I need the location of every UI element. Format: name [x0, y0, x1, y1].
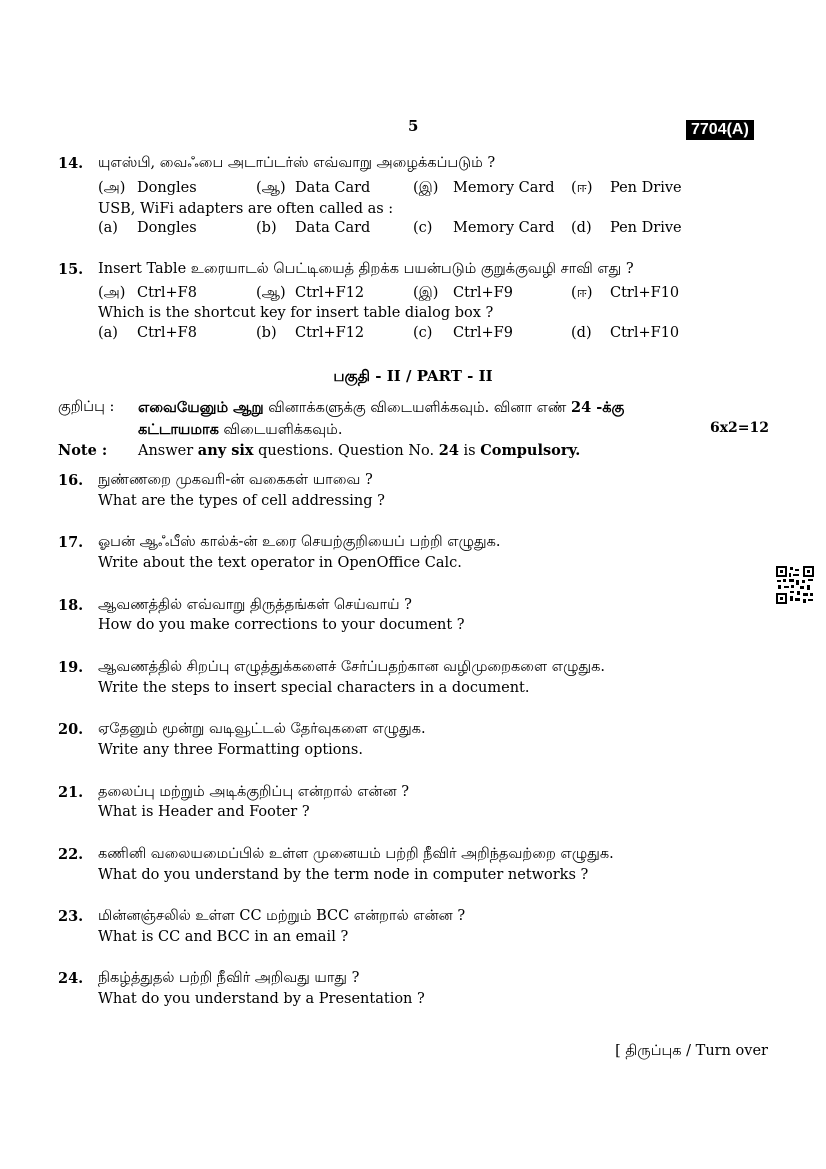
note-part: questions. Question No.: [253, 443, 439, 459]
question-english: What is Header and Footer ?: [98, 804, 310, 820]
option-label: (ஈ): [571, 180, 593, 196]
option-label: (d): [571, 325, 592, 341]
question-number: 20.: [58, 721, 84, 738]
question-english: Which is the shortcut key for insert table dialog box ?: [98, 305, 494, 321]
option-text: Dongles: [137, 220, 197, 236]
option-label: (d): [571, 220, 592, 236]
option-label: (c): [413, 325, 433, 341]
question-tamil: மின்னஞ்சலில் உள்ள CC மற்றும் BCC என்றால் என்ன ?: [98, 908, 466, 924]
question-tamil: தலைப்பு மற்றும் அடிக்குறிப்பு என்றால் என்ன ?: [98, 784, 410, 800]
paper-code-badge: 7704(A): [686, 120, 754, 140]
tamil-note-compulsory: கட்டாயமாக: [138, 421, 219, 438]
tamil-note-number: 24 -க்கு: [570, 399, 625, 416]
question-tamil: நுண்ணறை முகவரி-ன் வகைகள் யாவை ?: [98, 472, 373, 488]
option-label: (ஆ): [256, 180, 286, 196]
note-compulsory: Compulsory.: [480, 442, 581, 459]
option-label: (இ): [413, 285, 439, 301]
question-tamil: ஏதேனும் மூன்று வடிவூட்டல் தேர்வுகளை எழுதுக.: [98, 721, 426, 737]
option-label: (இ): [413, 180, 439, 196]
option-text: Pen Drive: [610, 180, 682, 196]
option-label: (ஈ): [571, 285, 593, 301]
note-text: [138, 442, 580, 459]
question-number: 21.: [58, 784, 84, 801]
option-text: Ctrl+F8: [137, 285, 197, 301]
option-label: (அ): [98, 285, 126, 301]
note-question-number: 24: [438, 442, 459, 459]
tamil-note-line2-rest: விடையளிக்கவும்.: [218, 422, 343, 438]
option-text: Ctrl+F9: [453, 285, 513, 301]
question-english: Write the steps to insert special characters in a document.: [98, 680, 530, 696]
note-label: Note :: [58, 442, 108, 459]
option-text: Data Card: [295, 220, 371, 236]
option-label: (a): [98, 220, 118, 236]
question-number: 19.: [58, 659, 84, 676]
option-label: (c): [413, 220, 433, 236]
question-tamil: நிகழ்த்துதல் பற்றி நீவிர் அறிவது யாது ?: [98, 970, 360, 986]
question-number: 17.: [58, 534, 84, 551]
option-text: Ctrl+F9: [453, 325, 513, 341]
question-tamil: ஆவணத்தில் சிறப்பு எழுத்துக்களைச் சேர்ப்பதற்கான வழிமுறைகளை எழுதுக.: [98, 659, 605, 675]
option-text: Ctrl+F12: [295, 285, 365, 301]
question-number: 15.: [58, 261, 84, 278]
marks-allotment: 6x2=12: [709, 420, 769, 436]
question-number: 24.: [58, 970, 84, 987]
option-label: (ஆ): [256, 285, 286, 301]
question-number: 22.: [58, 846, 84, 863]
option-text: Data Card: [295, 180, 371, 196]
question-english: What is CC and BCC in an email ?: [98, 929, 349, 945]
question-english: Write any three Formatting options.: [98, 742, 363, 758]
tamil-note-text: [138, 399, 624, 418]
note-emphasis: any six: [197, 442, 254, 459]
tamil-note-label: குறிப்பு :: [58, 399, 115, 415]
option-text: Ctrl+F10: [610, 285, 680, 301]
question-tamil: கணினி வலையமைப்பில் உள்ள முனையம் பற்றி நீவிர் அறிந்தவற்றை எழுதுக.: [98, 846, 614, 862]
section-title: பகுதி - II / PART - II: [333, 367, 493, 385]
question-number: 14.: [58, 155, 84, 172]
tamil-note-rest: வினாக்களுக்கு விடையளிக்கவும். வினா எண்: [263, 400, 571, 416]
question-english: What do you understand by a Presentation ?: [98, 991, 425, 1007]
question-english: What are the types of cell addressing ?: [98, 493, 385, 509]
question-number: 18.: [58, 597, 84, 614]
option-text: Ctrl+F12: [295, 325, 365, 341]
question-english: What do you understand by the term node in computer networks ?: [98, 867, 589, 883]
option-text: Memory Card: [453, 220, 555, 236]
page-number: 5: [408, 117, 419, 135]
question-tamil: யுஎஸ்பி, வைஃபை அடாப்டர்ஸ் எவ்வாறு அழைக்கப்படும் ?: [98, 155, 496, 171]
option-text: Pen Drive: [610, 220, 682, 236]
option-label: (a): [98, 325, 118, 341]
option-label: (b): [256, 220, 277, 236]
option-text: Dongles: [137, 180, 197, 196]
question-english: USB, WiFi adapters are often called as :: [98, 201, 394, 217]
question-tamil: ஆவணத்தில் எவ்வாறு திருத்தங்கள் செய்வாய் ?: [98, 597, 412, 613]
note-part: is: [458, 443, 481, 459]
option-text: Memory Card: [453, 180, 555, 196]
option-label: (b): [256, 325, 277, 341]
question-english: How do you make corrections to your document ?: [98, 617, 465, 633]
tamil-note-line2: [138, 421, 342, 440]
question-number: 16.: [58, 472, 84, 489]
option-text: Ctrl+F8: [137, 325, 197, 341]
option-label: (அ): [98, 180, 126, 196]
turn-over-note: [ திருப்புக / Turn over: [615, 1043, 768, 1059]
note-part: Answer: [138, 443, 198, 459]
qr-code-icon: [776, 566, 814, 604]
question-tamil: Insert Table உரையாடல் பெட்டியைத் திறக்க பயன்படும் குறுக்குவழி சாவி எது ?: [98, 261, 634, 277]
option-text: Ctrl+F10: [610, 325, 680, 341]
question-english: Write about the text operator in OpenOffice Calc.: [98, 555, 462, 571]
tamil-note-emphasis: எவையேனும் ஆறு: [138, 399, 264, 416]
question-number: 23.: [58, 908, 84, 925]
question-tamil: ஓபன் ஆஃபீஸ் கால்க்-ன் உரை செயற்குறியைப் பற்றி எழுதுக.: [98, 534, 501, 550]
